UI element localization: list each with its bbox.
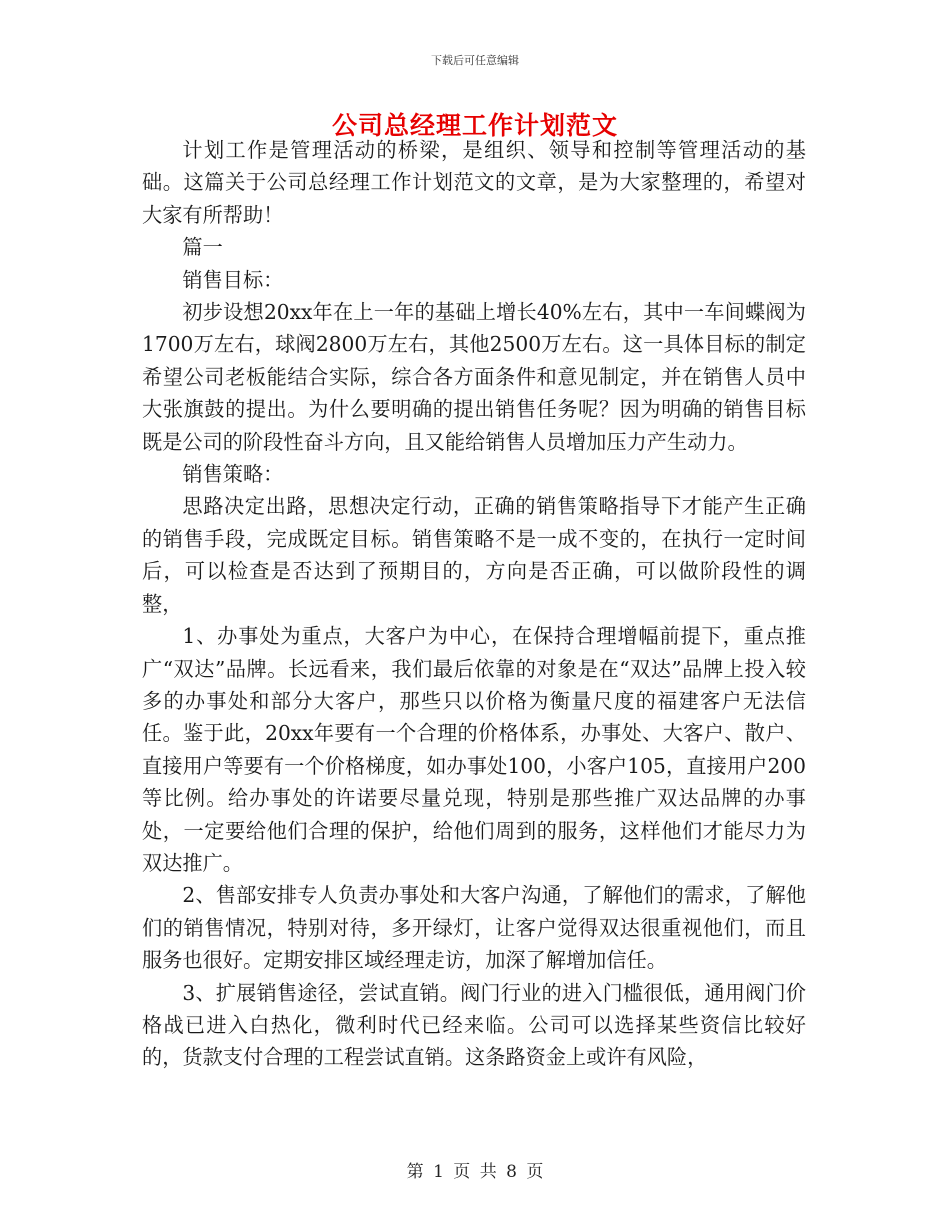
paragraph-section-1: 篇一	[182, 235, 223, 260]
paragraph-item-2: 2、售部安排专人负责办事处和大客户沟通，了解他们的需求，了解他们的销售情况，特别对待，多开绿灯，让客户觉得双达很重视他们，而且服务也很好。定期安排区域经理走访，加深了解增加信任。	[142, 883, 806, 973]
paragraph-sales-target: 初步设想20xx年在上一年的基础上增长40%左右，其中一车间蝶阀为1700万左右，球阀2800万左右，其他2500万左右。这一具体目标的制定希望公司老板能结合实际，综合各方面条件和意见制定，并在销售人员中大张旗鼓的提出。为什么要明确的提出销售任务呢？因为明确的销售目标既是公司的阶段性奋斗方向，且又能给销售人员增加压力产生动力。	[142, 300, 806, 454]
paragraph-item-1: 1、办事处为重点，大客户为中心，在保持合理增幅前提下，重点推广“双达”品牌。长远看来，我们最后依靠的对象是在“双达”品牌上投入较多的办事处和部分大客户，那些只以价格为衡量尺度的福建客户无法信任。鉴于此，20xx年要有一个合理的价格体系，办事处、大客户、散户、直接用户等要有一个价格梯度，如办事处100，小客户105，直接用户200等比例。给办事处的许诺要尽量兑现，特别是那些推广双达品牌的办事处，一定要给他们合理的保护，给他们周到的服务，这样他们才能尽力为双达推广。	[142, 624, 806, 875]
paragraph-sales-strategy: 思路决定出路，思想决定行动，正确的销售策略指导下才能产生正确的销售手段，完成既定目标。销售策略不是一成不变的，在执行一定时间后，可以检查是否达到了预期目的，方向是否正确，可以做阶段性的调整，	[142, 494, 806, 616]
page-footer: 第 1 页 共 8 页	[406, 1162, 544, 1182]
page-header: 下载后可任意编辑	[431, 54, 519, 67]
paragraph-intro: 计划工作是管理活动的桥梁，是组织、领导和控制等管理活动的基础。这篇关于公司总经理工作计划范文的文章，是为大家整理的，希望对大家有所帮助！	[142, 138, 806, 227]
document-body	[142, 134, 806, 1074]
paragraph-sales-target-heading: 销售目标：	[182, 267, 284, 292]
document-title: 公司总经理工作计划范文	[331, 111, 618, 140]
paragraph-item-3: 3、扩展销售途径，尝试直销。阀门行业的进入门槛很低，通用阀门价格战已进入白热化，微利时代已经来临。公司可以选择某些资信比较好的，货款支付合理的工程尝试直销。这条路资金上或许有风险，	[142, 980, 806, 1070]
paragraph-sales-strategy-heading: 销售策略：	[182, 462, 284, 487]
